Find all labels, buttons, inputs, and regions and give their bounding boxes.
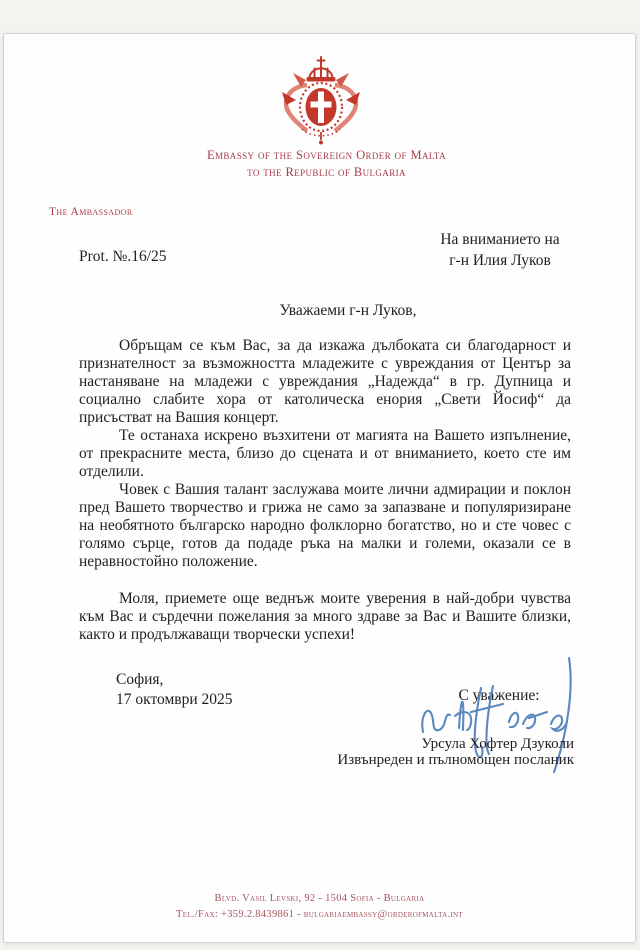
letterhead-crest xyxy=(270,54,372,146)
letter-body xyxy=(79,337,571,644)
footer-contact: Tel./Fax: +359.2.8439861 - bulgariaembassy@orderofmalta.int xyxy=(176,908,463,920)
embassy-name-line2: to the Republic of Bulgaria xyxy=(247,165,406,179)
body-paragraph: Човек с Вашия талант заслужава моите лични адмирации и поклон пред Вашето творчество и грижа не само за запазване и популяризиране на необятното българско народно фолклорно богатство, но и сте човес с голямо сърце, готов да подаде ръка на малки и големи, оказали се в неравностойно положение. xyxy=(79,481,571,570)
signer-name: Урсула Хофтер Дзуколи xyxy=(421,736,574,752)
protocol-number: Prot. №.16/25 xyxy=(79,248,167,265)
letter-page xyxy=(3,33,636,943)
date: 17 октомври 2025 xyxy=(116,691,233,708)
signer-title: Извънреден и пълномощен посланик xyxy=(337,752,574,768)
body-paragraph: Моля, приемете още веднъж моите уверения в най-добри чувства към Вас и сърдечни пожелания за много здраве за Вас и Вашите близки, както и продължаващи творчески успехи! xyxy=(79,590,571,643)
order-of-malta-crest-icon xyxy=(270,54,372,146)
body-paragraph: Обръщам се към Вас, за да изкажа дълбоката си благодарност и признателност за възможността младежите с увреждания от Център за настаняване на младежи с увреждания „Надежда“ в гр. Дупница и социално слабите хора от католическа енория „Свети Йосиф“ да присъстват на Вашия концерт. xyxy=(79,337,571,426)
signer-block xyxy=(244,736,574,768)
attention-line: На вниманието на xyxy=(440,231,560,248)
valediction: С уважение: xyxy=(458,687,540,704)
body-paragraph: Те останаха искрено възхитени от магията на Вашето изпълнение, от прекрасните места, близо до сцената и от вниманието, което сте им отделили. xyxy=(79,427,571,480)
ambassador-title: The Ambassador xyxy=(49,206,133,218)
salutation: Уважаеми г-н Луков, xyxy=(279,302,417,319)
letter-footer xyxy=(4,891,635,922)
addressee-name: г-н Илия Луков xyxy=(449,251,551,269)
footer-address: Blvd. Vasil Levski, 92 - 1504 Sofia - Bulgaria xyxy=(214,893,425,904)
place-date-block xyxy=(116,670,233,710)
embassy-name-line1: Embassy of the Sovereign Order of Malta xyxy=(206,148,447,162)
place: София, xyxy=(116,671,164,688)
attention-block xyxy=(404,230,596,271)
embassy-name xyxy=(11,147,640,181)
